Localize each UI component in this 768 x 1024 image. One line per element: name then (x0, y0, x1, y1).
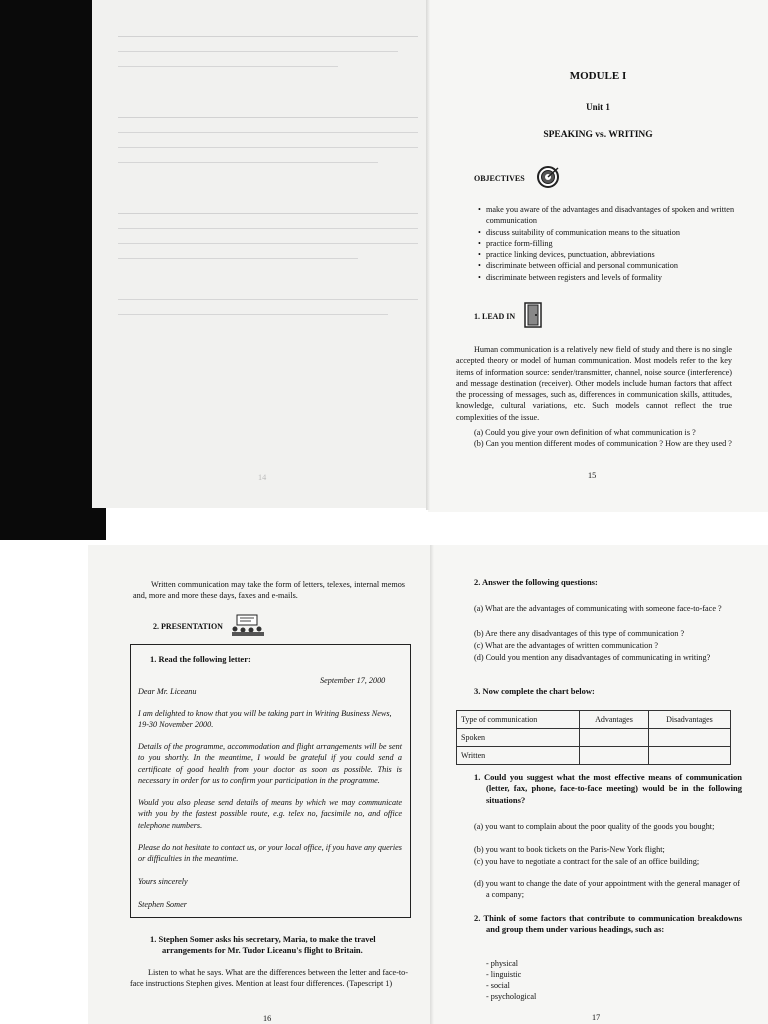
communication-chart (456, 710, 731, 765)
door-icon (524, 302, 542, 328)
unit-title: SPEAKING vs. WRITING (543, 130, 653, 140)
chart-cell-empty[interactable] (580, 747, 649, 765)
question-d: (d) Could you mention any disadvantages of communicating in writing? (474, 653, 711, 662)
chart-cell-empty[interactable] (648, 747, 730, 765)
bleed-through-text (118, 30, 418, 329)
objective-item: • discriminate between official and personal communication (478, 260, 758, 271)
chart-header-disadvantages: Disadvantages (648, 711, 730, 729)
page-number-16: 16 (263, 1014, 272, 1023)
page-gutter-bottom (430, 545, 434, 1024)
chart-row-written (457, 747, 731, 765)
lead-in-question-b: (b) Can you mention different modes of communication ? How are they used ? (474, 439, 732, 448)
letter-paragraph-1: I am delighted to know that you will be taking part in Writing Business News, 19-30 November 2000. (138, 709, 392, 730)
letter-date: September 17, 2000 (320, 676, 386, 685)
situation-a: (a) you want to complain about the poor quality of the goods you bought; (474, 822, 715, 831)
factor-linguistic: - linguistic (486, 970, 522, 979)
lead-in-paragraph: Human communication is a relatively new field of study and there is no single accepted theory or model of human communication. Most models refer to the key items of information source: sender/transmitter, channel, noise source (interference) and message destination (receiver). Other models include human factors that affect the processing of messages, such as, differences in communication skills, attitudes, knowledge, cultural variations, etc. Such models cannot reflect the true complexities of the issue. (456, 345, 732, 422)
chart-header-row (457, 711, 731, 729)
chart-cell-empty[interactable] (648, 729, 730, 747)
objective-item: • practice form-filling (478, 238, 758, 249)
presentation-icon (231, 613, 265, 637)
chart-cell-empty[interactable] (580, 729, 649, 747)
objective-item: • discriminate between registers and levels of formality (478, 272, 758, 283)
question-a: (a) What are the advantages of communicating with someone face-to-face ? (474, 604, 722, 613)
scan-left-black-band (92, 508, 106, 540)
factor-physical: - physical (486, 959, 519, 968)
letter-paragraph-2: Details of the programme, accommodation and flight arrangements will be sent to you shortly. In the meantime, I would be grateful if you could send a certificate of good health from your doctor as soon as possible. This is necessary in order for us to confirm your participation in the programme. (138, 742, 402, 785)
written-communication-intro: Written communication may take the form of letters, telexes, internal memos and, more and more these days, faxes and e-mails. (133, 580, 405, 601)
top-left-page-number: 14 (258, 473, 267, 482)
scan-left-black-edge (0, 0, 92, 540)
module-title: MODULE I (569, 70, 627, 82)
page-gutter-top (426, 0, 430, 510)
letter-paragraph-4: Please do not hesitate to contact us, or your local office, if you have any queries or difficulties in the meantime. (138, 843, 402, 864)
objective-item: • discuss suitability of communication means to the situation (478, 227, 758, 238)
listening-task-text: Listen to what he says. What are the differences between the letter and face-to-face instructions Stephen gives. Mention at least four differences. (Tapescript 1) (130, 968, 408, 989)
situation-b: (b) you want to book tickets on the Paris-New York flight; (474, 845, 665, 854)
objective-item: • make you aware of the advantages and disadvantages of spoken and written communication (478, 204, 758, 227)
effective-means-heading: 1. Could you suggest what the most effective means of communication (letter, fax, phone, face-to-face meeting) would be in the following situations? (474, 772, 742, 805)
lead-in-heading: 1. LEAD IN (474, 312, 516, 321)
letter-closing: Yours sincerely (138, 877, 188, 886)
unit-label: Unit 1 (586, 102, 610, 112)
chart-header-type: Type of communication (457, 711, 580, 729)
breakdown-factors-heading: 2. Think of some factors that contribute to communication breakdowns and group them under various headings, such as: (474, 913, 742, 935)
target-icon (534, 165, 562, 189)
situation-d: (d) you want to change the date of your appointment with the general manager of a company; (474, 879, 741, 900)
chart-row-spoken (457, 729, 731, 747)
objectives-heading: OBJECTIVES (474, 174, 525, 183)
presentation-heading: 2. PRESENTATION (153, 622, 223, 631)
letter-paragraph-3: Would you also please send details of means by which we may communicate with you by the fastest possible route, e.g. telex no, facsimile no, and office telephone numbers. (138, 798, 402, 830)
situation-c: (c) you have to negotiate a contract for the sale of an office building; (474, 857, 700, 866)
question-b: (b) Are there any disadvantages of this type of communication ? (474, 629, 685, 638)
stephen-somer-task-heading: 1. Stephen Somer asks his secretary, Maria, to make the travel arrangements for Mr. Tudor Liceanu's flight to Britain. (150, 934, 376, 956)
lead-in-question-a: (a) Could you give your own definition of what communication is ? (474, 428, 696, 437)
answer-questions-heading: 2. Answer the following questions: (474, 577, 598, 587)
objective-item: • practice linking devices, punctuation, abbreviations (478, 249, 758, 260)
letter-signature: Stephen Somer (138, 900, 187, 909)
chart-row-label: Written (457, 747, 580, 765)
factor-psychological: - psychological (486, 992, 537, 1001)
chart-row-label: Spoken (457, 729, 580, 747)
read-letter-heading: 1. Read the following letter: (150, 654, 251, 664)
question-c: (c) What are the advantages of written communication ? (474, 641, 658, 650)
objectives-list (466, 204, 758, 283)
factor-social: - social (486, 981, 510, 990)
letter-salutation: Dear Mr. Liceanu (138, 687, 197, 696)
page-number-15: 15 (588, 471, 597, 480)
page-number-17: 17 (592, 1013, 601, 1022)
complete-chart-heading: 3. Now complete the chart below: (474, 686, 595, 696)
chart-header-advantages: Advantages (580, 711, 649, 729)
